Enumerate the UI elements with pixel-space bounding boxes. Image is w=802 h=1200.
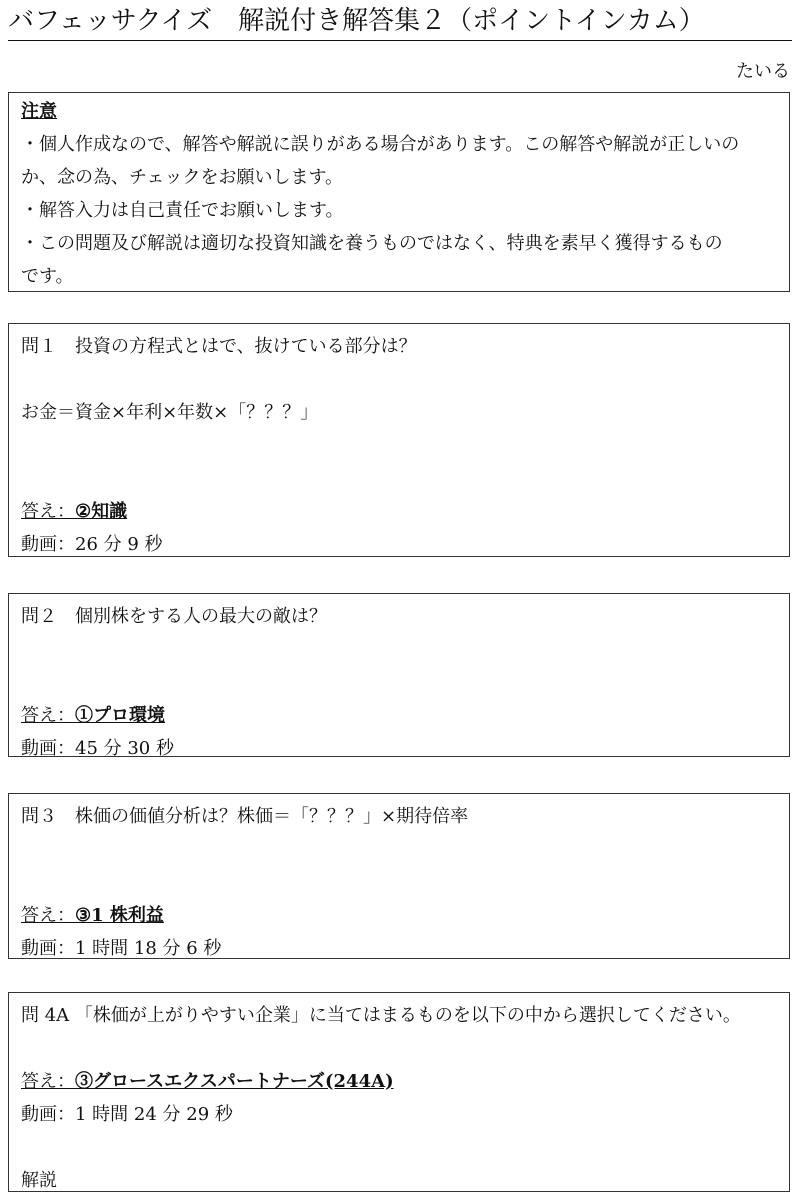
notice-line: ・個人作成なので、解答や解説に誤りがある場合があります。この解答や解説が正しいの: [21, 134, 740, 155]
question-box-3: [8, 793, 790, 959]
answer-value: ③グロースエクスパートナーズ(244A): [75, 1071, 394, 1092]
explanation-label: 解説: [21, 1170, 57, 1191]
question-text: 問３ 株価の価値分析は？株価＝「？？？」×期待倍率: [21, 806, 469, 827]
video-time: 動画：1 時間 18 分 6 秒: [21, 938, 222, 959]
notice-line: か、念の為、チェックをお願いします。: [21, 167, 344, 188]
notice-line: ・解答入力は自己責任でお願いします。: [21, 200, 344, 221]
answer-value: ①プロ環境: [75, 705, 165, 726]
answer-line: [21, 495, 789, 528]
notice-line: ・この問題及び解説は適切な投資知識を養うものではなく、特典を素早く獲得するもの: [21, 233, 723, 254]
answer-line: [21, 699, 789, 732]
question-formula: お金＝資金×年利×年数×「？？？」: [21, 402, 319, 423]
answer-value: ③1 株利益: [75, 905, 164, 926]
answer-label: 答え：: [21, 905, 75, 926]
notice-heading: 注意: [21, 101, 57, 122]
video-time: 動画：1 時間 24 分 29 秒: [21, 1104, 233, 1125]
answer-label: 答え：: [21, 1071, 75, 1092]
answer-label: 答え：: [21, 501, 75, 522]
answer-label: 答え：: [21, 705, 75, 726]
question-text: 問２ 個別株をする人の最大の敵は？: [21, 606, 327, 627]
question-box-4: [8, 992, 790, 1192]
video-time: 動画：45 分 30 秒: [21, 738, 174, 759]
answer-value: ②知識: [75, 501, 128, 522]
document-title: バフェッサクイズ 解説付き解答集２（ポイントインカム）: [8, 4, 792, 41]
author-name: たいる: [736, 61, 790, 82]
question-box-2: [8, 593, 790, 757]
video-time: 動画：26 分 9 秒: [21, 534, 163, 555]
question-text: 問１ 投資の方程式とはで、抜けている部分は？: [21, 336, 417, 357]
answer-line: [21, 899, 789, 932]
question-text: 問 4A 「株価が上がりやすい企業」に当てはまるものを以下の中から選択してください。: [21, 1005, 741, 1026]
notice-box: [8, 92, 790, 292]
answer-line: [21, 1065, 789, 1098]
question-box-1: [8, 323, 790, 557]
notice-line: です。: [21, 266, 74, 287]
